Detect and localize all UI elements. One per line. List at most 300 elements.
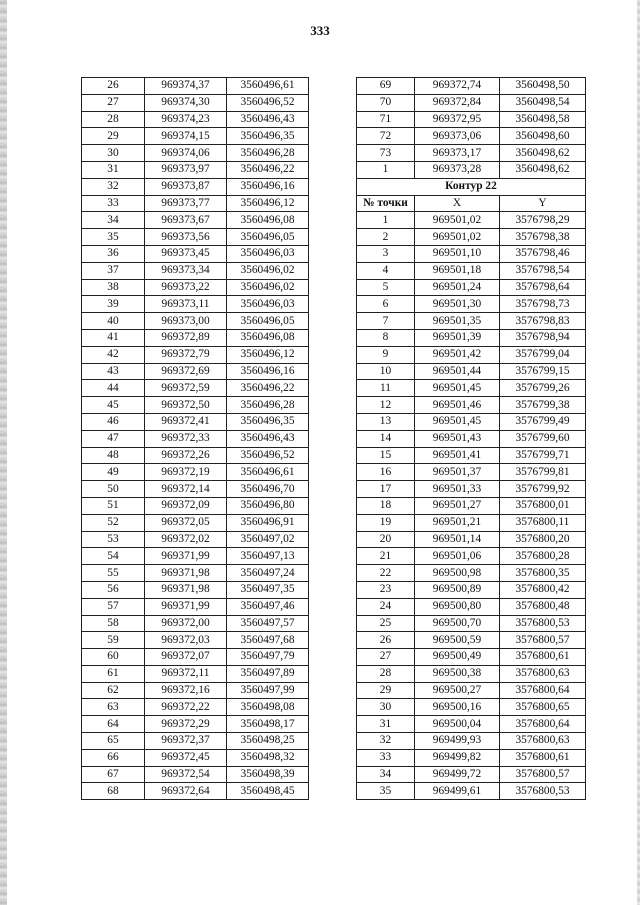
table-row — [357, 481, 586, 498]
table-row — [357, 682, 586, 699]
point-number-cell: 70 — [357, 94, 415, 111]
table-row — [357, 212, 586, 229]
table-row — [357, 581, 586, 598]
y-coordinate-cell: 3576799,38 — [500, 397, 586, 414]
y-coordinate-cell: 3560496,52 — [227, 94, 309, 111]
table-row — [82, 329, 309, 346]
y-coordinate-cell: 3576800,28 — [500, 548, 586, 565]
y-coordinate-cell: 3560497,68 — [227, 632, 309, 649]
y-coordinate-cell: 3560496,43 — [227, 430, 309, 447]
x-coordinate-cell: 969501,41 — [415, 447, 500, 464]
table-row — [357, 329, 586, 346]
table-row — [357, 733, 586, 750]
point-number-cell: 62 — [82, 682, 145, 699]
point-number-cell: 4 — [357, 262, 415, 279]
x-coordinate-cell: 969499,82 — [415, 749, 500, 766]
point-number-cell: 16 — [357, 464, 415, 481]
x-coordinate-cell: 969372,54 — [145, 766, 227, 783]
x-coordinate-cell: 969372,50 — [145, 397, 227, 414]
point-number-cell: 9 — [357, 346, 415, 363]
y-coordinate-cell: 3560496,05 — [227, 229, 309, 246]
x-coordinate-cell: 969501,10 — [415, 245, 500, 262]
y-coordinate-cell: 3560498,54 — [500, 94, 586, 111]
table-row — [357, 78, 586, 95]
y-coordinate-cell: 3560497,35 — [227, 581, 309, 598]
point-number-cell: 37 — [82, 262, 145, 279]
table-row — [357, 111, 586, 128]
point-number-cell: 31 — [82, 161, 145, 178]
point-number-cell: 3 — [357, 245, 415, 262]
point-number-cell: 30 — [82, 145, 145, 162]
y-coordinate-cell: 3576800,63 — [500, 665, 586, 682]
y-coordinate-cell: 3560498,32 — [227, 749, 309, 766]
y-coordinate-cell: 3560497,02 — [227, 531, 309, 548]
x-coordinate-cell: 969372,69 — [145, 363, 227, 380]
x-coordinate-cell: 969372,07 — [145, 649, 227, 666]
table-row — [82, 178, 309, 195]
x-coordinate-cell: 969373,56 — [145, 229, 227, 246]
point-number-cell: 65 — [82, 733, 145, 750]
scan-left-edge — [0, 0, 7, 905]
x-coordinate-cell: 969501,45 — [415, 380, 500, 397]
point-number-cell: 7 — [357, 313, 415, 330]
table-row — [82, 447, 309, 464]
table-row — [82, 565, 309, 582]
x-coordinate-cell: 969372,11 — [145, 665, 227, 682]
x-coordinate-cell: 969500,80 — [415, 598, 500, 615]
point-number-cell: 63 — [82, 699, 145, 716]
table-row — [357, 413, 586, 430]
y-coordinate-cell: 3576800,64 — [500, 682, 586, 699]
point-number-cell: 33 — [82, 195, 145, 212]
y-coordinate-cell: 3560496,28 — [227, 145, 309, 162]
x-coordinate-cell: 969372,74 — [415, 78, 500, 95]
x-coordinate-cell: 969500,16 — [415, 699, 500, 716]
point-number-cell: 53 — [82, 531, 145, 548]
y-coordinate-cell: 3560497,89 — [227, 665, 309, 682]
x-coordinate-cell: 969372,29 — [145, 716, 227, 733]
table-row — [357, 363, 586, 380]
table-row — [82, 649, 309, 666]
point-number-cell: 47 — [82, 430, 145, 447]
x-coordinate-cell: 969373,34 — [145, 262, 227, 279]
point-number-cell: 2 — [357, 229, 415, 246]
x-coordinate-cell: 969374,37 — [145, 78, 227, 95]
contour-title-row — [357, 178, 586, 195]
table-row — [82, 497, 309, 514]
table-row — [82, 665, 309, 682]
point-number-cell: 14 — [357, 430, 415, 447]
table-row — [357, 514, 586, 531]
x-coordinate-cell: 969373,28 — [415, 161, 500, 178]
y-coordinate-cell: 3560496,61 — [227, 78, 309, 95]
point-number-cell: 29 — [357, 682, 415, 699]
x-coordinate-cell: 969373,00 — [145, 313, 227, 330]
header-x: X — [415, 195, 500, 212]
point-number-cell: 35 — [82, 229, 145, 246]
x-coordinate-cell: 969372,33 — [145, 430, 227, 447]
y-coordinate-cell: 3576800,48 — [500, 598, 586, 615]
table-row — [357, 632, 586, 649]
y-coordinate-cell: 3560498,58 — [500, 111, 586, 128]
y-coordinate-cell: 3576800,64 — [500, 716, 586, 733]
y-coordinate-cell: 3576800,53 — [500, 783, 586, 800]
table-row — [82, 581, 309, 598]
table-row — [82, 749, 309, 766]
table-row — [357, 598, 586, 615]
x-coordinate-cell: 969372,14 — [145, 481, 227, 498]
x-coordinate-cell: 969501,44 — [415, 363, 500, 380]
table-row — [357, 548, 586, 565]
y-coordinate-cell: 3576799,71 — [500, 447, 586, 464]
table-row — [357, 161, 586, 178]
table-row — [82, 279, 309, 296]
point-number-cell: 51 — [82, 497, 145, 514]
y-coordinate-cell: 3576799,49 — [500, 413, 586, 430]
x-coordinate-cell: 969372,26 — [145, 447, 227, 464]
y-coordinate-cell: 3560498,45 — [227, 783, 309, 800]
table-row — [82, 632, 309, 649]
point-number-cell: 42 — [82, 346, 145, 363]
point-number-cell: 67 — [82, 766, 145, 783]
table-row — [357, 615, 586, 632]
point-number-cell: 48 — [82, 447, 145, 464]
point-number-cell: 33 — [357, 749, 415, 766]
point-number-cell: 21 — [357, 548, 415, 565]
table-row — [357, 766, 586, 783]
x-coordinate-cell: 969373,45 — [145, 245, 227, 262]
point-number-cell: 26 — [357, 632, 415, 649]
y-coordinate-cell: 3560496,02 — [227, 262, 309, 279]
point-number-cell: 50 — [82, 481, 145, 498]
point-number-cell: 52 — [82, 514, 145, 531]
table-row — [82, 111, 309, 128]
point-number-cell: 11 — [357, 380, 415, 397]
y-coordinate-cell: 3560498,50 — [500, 78, 586, 95]
table-row — [82, 464, 309, 481]
x-coordinate-cell: 969373,67 — [145, 212, 227, 229]
table-row — [82, 699, 309, 716]
x-coordinate-cell: 969499,72 — [415, 766, 500, 783]
table-row — [82, 413, 309, 430]
point-number-cell: 34 — [357, 766, 415, 783]
x-coordinate-cell: 969372,02 — [145, 531, 227, 548]
y-coordinate-cell: 3576800,61 — [500, 649, 586, 666]
x-coordinate-cell: 969373,97 — [145, 161, 227, 178]
y-coordinate-cell: 3560496,08 — [227, 212, 309, 229]
y-coordinate-cell: 3560496,12 — [227, 195, 309, 212]
x-coordinate-cell: 969374,06 — [145, 145, 227, 162]
x-coordinate-cell: 969501,24 — [415, 279, 500, 296]
point-number-cell: 39 — [82, 296, 145, 313]
point-number-cell: 24 — [357, 598, 415, 615]
x-coordinate-cell: 969499,93 — [415, 733, 500, 750]
table-row — [82, 615, 309, 632]
x-coordinate-cell: 969371,98 — [145, 565, 227, 582]
point-number-cell: 45 — [82, 397, 145, 414]
y-coordinate-cell: 3560496,35 — [227, 128, 309, 145]
point-number-cell: 12 — [357, 397, 415, 414]
y-coordinate-cell: 3560496,61 — [227, 464, 309, 481]
point-number-cell: 27 — [357, 649, 415, 666]
point-number-cell: 1 — [357, 212, 415, 229]
x-coordinate-cell: 969501,37 — [415, 464, 500, 481]
x-coordinate-cell: 969500,89 — [415, 581, 500, 598]
y-coordinate-cell: 3560496,43 — [227, 111, 309, 128]
point-number-cell: 49 — [82, 464, 145, 481]
point-number-cell: 31 — [357, 716, 415, 733]
y-coordinate-cell: 3560496,16 — [227, 363, 309, 380]
y-coordinate-cell: 3576798,29 — [500, 212, 586, 229]
y-coordinate-cell: 3576799,92 — [500, 481, 586, 498]
y-coordinate-cell: 3576800,63 — [500, 733, 586, 750]
point-number-cell: 66 — [82, 749, 145, 766]
point-number-cell: 56 — [82, 581, 145, 598]
point-number-cell: 25 — [357, 615, 415, 632]
x-coordinate-cell: 969372,89 — [145, 329, 227, 346]
y-coordinate-cell: 3560496,05 — [227, 313, 309, 330]
table-row — [357, 145, 586, 162]
y-coordinate-cell: 3560498,25 — [227, 733, 309, 750]
y-coordinate-cell: 3560496,08 — [227, 329, 309, 346]
table-row — [357, 313, 586, 330]
table-row — [82, 598, 309, 615]
table-row — [82, 313, 309, 330]
y-coordinate-cell: 3576800,35 — [500, 565, 586, 582]
y-coordinate-cell: 3576800,57 — [500, 766, 586, 783]
y-coordinate-cell: 3560496,03 — [227, 296, 309, 313]
header-y: Y — [500, 195, 586, 212]
table-row — [357, 749, 586, 766]
y-coordinate-cell: 3560496,22 — [227, 161, 309, 178]
y-coordinate-cell: 3576800,53 — [500, 615, 586, 632]
table-row — [357, 447, 586, 464]
y-coordinate-cell: 3560496,28 — [227, 397, 309, 414]
point-number-cell: 55 — [82, 565, 145, 582]
y-coordinate-cell: 3560498,62 — [500, 161, 586, 178]
x-coordinate-cell: 969501,43 — [415, 430, 500, 447]
x-coordinate-cell: 969372,22 — [145, 699, 227, 716]
y-coordinate-cell: 3560496,52 — [227, 447, 309, 464]
x-coordinate-cell: 969501,18 — [415, 262, 500, 279]
point-number-cell: 73 — [357, 145, 415, 162]
point-number-cell: 28 — [82, 111, 145, 128]
x-coordinate-cell: 969500,59 — [415, 632, 500, 649]
point-number-cell: 43 — [82, 363, 145, 380]
coordinates-table-right — [356, 77, 586, 800]
y-coordinate-cell: 3560497,24 — [227, 565, 309, 582]
y-coordinate-cell: 3576799,15 — [500, 363, 586, 380]
x-coordinate-cell: 969374,23 — [145, 111, 227, 128]
point-number-cell: 6 — [357, 296, 415, 313]
y-coordinate-cell: 3576798,38 — [500, 229, 586, 246]
point-number-cell: 46 — [82, 413, 145, 430]
table-row — [82, 363, 309, 380]
x-coordinate-cell: 969500,27 — [415, 682, 500, 699]
x-coordinate-cell: 969372,05 — [145, 514, 227, 531]
x-coordinate-cell: 969501,06 — [415, 548, 500, 565]
y-coordinate-cell: 3560498,39 — [227, 766, 309, 783]
table-row — [357, 380, 586, 397]
table-row — [357, 128, 586, 145]
x-coordinate-cell: 969374,15 — [145, 128, 227, 145]
point-number-cell: 5 — [357, 279, 415, 296]
x-coordinate-cell: 969371,98 — [145, 581, 227, 598]
y-coordinate-cell: 3576798,46 — [500, 245, 586, 262]
y-coordinate-cell: 3560497,13 — [227, 548, 309, 565]
x-coordinate-cell: 969501,39 — [415, 329, 500, 346]
table-row — [82, 145, 309, 162]
x-coordinate-cell: 969372,19 — [145, 464, 227, 481]
right-table-bottom-body — [357, 212, 586, 800]
table-row — [357, 245, 586, 262]
point-number-cell: 69 — [357, 78, 415, 95]
x-coordinate-cell: 969372,64 — [145, 783, 227, 800]
y-coordinate-cell: 3576800,11 — [500, 514, 586, 531]
x-coordinate-cell: 969373,06 — [415, 128, 500, 145]
point-number-cell: 64 — [82, 716, 145, 733]
y-coordinate-cell: 3576800,42 — [500, 581, 586, 598]
x-coordinate-cell: 969373,22 — [145, 279, 227, 296]
x-coordinate-cell: 969373,77 — [145, 195, 227, 212]
x-coordinate-cell: 969501,02 — [415, 212, 500, 229]
x-coordinate-cell: 969372,16 — [145, 682, 227, 699]
table-row — [82, 212, 309, 229]
point-number-cell: 36 — [82, 245, 145, 262]
y-coordinate-cell: 3560497,46 — [227, 598, 309, 615]
point-number-cell: 1 — [357, 161, 415, 178]
x-coordinate-cell: 969501,21 — [415, 514, 500, 531]
point-number-cell: 18 — [357, 497, 415, 514]
table-row — [82, 733, 309, 750]
point-number-cell: 23 — [357, 581, 415, 598]
point-number-cell: 71 — [357, 111, 415, 128]
point-number-cell: 32 — [357, 733, 415, 750]
point-number-cell: 59 — [82, 632, 145, 649]
header-point-number: № точки — [357, 195, 415, 212]
table-row — [82, 766, 309, 783]
x-coordinate-cell: 969372,59 — [145, 380, 227, 397]
table-row — [82, 346, 309, 363]
point-number-cell: 26 — [82, 78, 145, 95]
y-coordinate-cell: 3576800,57 — [500, 632, 586, 649]
point-number-cell: 35 — [357, 783, 415, 800]
table-row — [357, 296, 586, 313]
table-row — [82, 430, 309, 447]
y-coordinate-cell: 3560498,60 — [500, 128, 586, 145]
x-coordinate-cell: 969499,61 — [415, 783, 500, 800]
x-coordinate-cell: 969372,09 — [145, 497, 227, 514]
table-row — [357, 531, 586, 548]
point-number-cell: 61 — [82, 665, 145, 682]
point-number-cell: 27 — [82, 94, 145, 111]
table-row — [82, 262, 309, 279]
point-number-cell: 30 — [357, 699, 415, 716]
table-row — [357, 346, 586, 363]
point-number-cell: 19 — [357, 514, 415, 531]
y-coordinate-cell: 3560496,35 — [227, 413, 309, 430]
x-coordinate-cell: 969372,03 — [145, 632, 227, 649]
x-coordinate-cell: 969500,98 — [415, 565, 500, 582]
x-coordinate-cell: 969501,33 — [415, 481, 500, 498]
point-number-cell: 13 — [357, 413, 415, 430]
table-row — [82, 229, 309, 246]
x-coordinate-cell: 969501,14 — [415, 531, 500, 548]
y-coordinate-cell: 3560496,12 — [227, 346, 309, 363]
table-row — [357, 430, 586, 447]
table-row — [82, 161, 309, 178]
y-coordinate-cell: 3560497,57 — [227, 615, 309, 632]
y-coordinate-cell: 3576800,61 — [500, 749, 586, 766]
point-number-cell: 10 — [357, 363, 415, 380]
column-header-row — [357, 195, 586, 212]
table-row — [357, 397, 586, 414]
x-coordinate-cell: 969500,04 — [415, 716, 500, 733]
point-number-cell: 68 — [82, 783, 145, 800]
x-coordinate-cell: 969501,27 — [415, 497, 500, 514]
table-row — [82, 245, 309, 262]
x-coordinate-cell: 969374,30 — [145, 94, 227, 111]
y-coordinate-cell: 3576799,60 — [500, 430, 586, 447]
x-coordinate-cell: 969373,87 — [145, 178, 227, 195]
table-row — [357, 262, 586, 279]
point-number-cell: 57 — [82, 598, 145, 615]
table-row — [357, 699, 586, 716]
y-coordinate-cell: 3576798,73 — [500, 296, 586, 313]
x-coordinate-cell: 969372,95 — [415, 111, 500, 128]
table-row — [357, 716, 586, 733]
y-coordinate-cell: 3560497,79 — [227, 649, 309, 666]
table-row — [82, 481, 309, 498]
table-row — [82, 128, 309, 145]
table-row — [82, 296, 309, 313]
point-number-cell: 40 — [82, 313, 145, 330]
y-coordinate-cell: 3560496,03 — [227, 245, 309, 262]
y-coordinate-cell: 3576798,54 — [500, 262, 586, 279]
y-coordinate-cell: 3560496,80 — [227, 497, 309, 514]
x-coordinate-cell: 969372,45 — [145, 749, 227, 766]
x-coordinate-cell: 969501,35 — [415, 313, 500, 330]
table-row — [357, 497, 586, 514]
table-row — [357, 229, 586, 246]
x-coordinate-cell: 969372,79 — [145, 346, 227, 363]
y-coordinate-cell: 3560498,17 — [227, 716, 309, 733]
y-coordinate-cell: 3576799,26 — [500, 380, 586, 397]
x-coordinate-cell: 969373,11 — [145, 296, 227, 313]
page-number: 333 — [310, 23, 330, 38]
point-number-cell: 22 — [357, 565, 415, 582]
table-row — [82, 548, 309, 565]
y-coordinate-cell: 3560496,91 — [227, 514, 309, 531]
point-number-cell: 17 — [357, 481, 415, 498]
table-row — [82, 380, 309, 397]
table-row — [82, 397, 309, 414]
x-coordinate-cell: 969373,17 — [415, 145, 500, 162]
table-row — [357, 464, 586, 481]
table-row — [82, 531, 309, 548]
x-coordinate-cell: 969371,99 — [145, 548, 227, 565]
table-row — [357, 665, 586, 682]
y-coordinate-cell: 3560496,02 — [227, 279, 309, 296]
y-coordinate-cell: 3576800,01 — [500, 497, 586, 514]
x-coordinate-cell: 969372,84 — [415, 94, 500, 111]
x-coordinate-cell: 969501,45 — [415, 413, 500, 430]
y-coordinate-cell: 3576799,81 — [500, 464, 586, 481]
x-coordinate-cell: 969500,70 — [415, 615, 500, 632]
point-number-cell: 28 — [357, 665, 415, 682]
table-row — [82, 94, 309, 111]
y-coordinate-cell: 3576799,04 — [500, 346, 586, 363]
